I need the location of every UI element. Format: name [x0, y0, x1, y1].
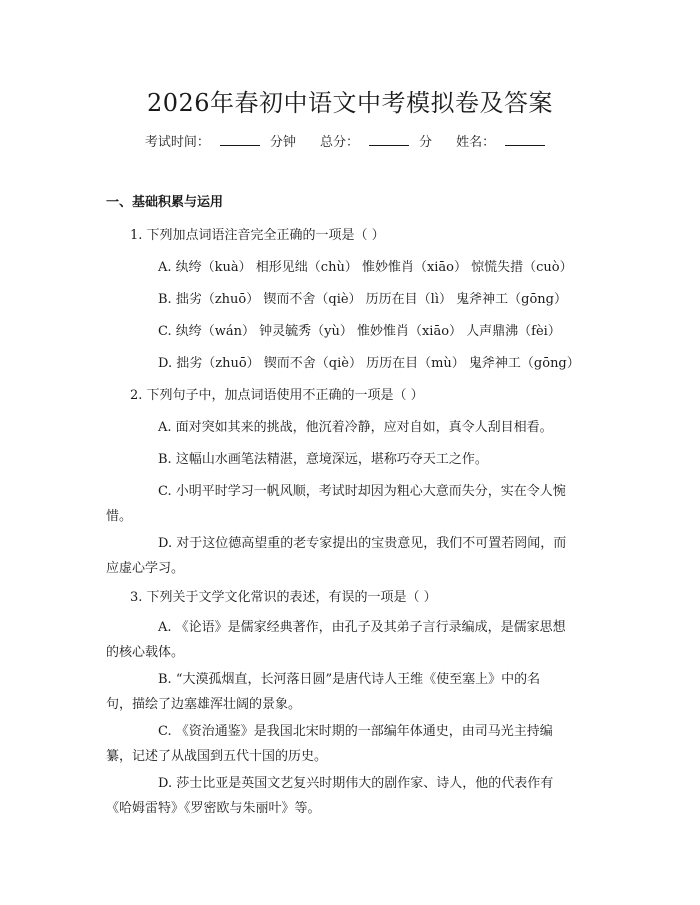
time-label: 考试时间：	[144, 135, 210, 150]
question-3-option-b-line1: B. “大漠孤烟直，长河落日圆”是唐代诗人王维《使至塞上》中的名	[158, 672, 541, 687]
name-field	[456, 135, 555, 150]
question-3-option-c-line1: C. 《资治通鉴》是我国北宋时期的一部编年体通史，由司马光主持编	[158, 724, 553, 739]
question-2-stem: 2. 下列句子中，加点词语使用不正确的一项是（ ）	[130, 388, 424, 403]
question-2-option-d-line2: 应虚心学习。	[106, 561, 185, 576]
question-1-option-c: C. 纨绔（wán） 钟灵毓秀（yù） 惟妙惟肖（xiāo） 人声鼎沸（fèi）	[158, 324, 561, 339]
time-blank[interactable]	[220, 133, 260, 146]
question-2-option-b: B. 这幅山水画笔法精湛，意境深远，堪称巧夺天工之作。	[158, 452, 488, 467]
question-1-option-a: A. 纨绔（kuà） 相形见绌（chù） 惟妙惟肖（xiāo） 惊慌失措（cuò）	[158, 260, 573, 275]
question-3-option-c-line2: 纂，记述了从战国到五代十国的历史。	[106, 749, 328, 764]
question-3-option-d-line2: 《哈姆雷特》《罗密欧与朱丽叶》等。	[106, 801, 321, 816]
score-field	[320, 135, 432, 150]
section-heading: 一、基础积累与运用	[106, 195, 224, 210]
name-blank[interactable]	[505, 133, 545, 146]
question-2-option-a: A. 面对突如其来的挑战，他沉着冷静，应对自如，真令人刮目相看。	[158, 420, 553, 435]
name-label: 姓名：	[456, 135, 496, 150]
time-field	[145, 135, 296, 150]
question-3-option-a-line2: 的核心载体。	[106, 645, 185, 660]
question-2-option-d-line1: D. 对于这位德高望重的老专家提出的宝贵意见，我们不可置若罔闻，而	[158, 536, 567, 551]
score-blank[interactable]	[369, 133, 409, 146]
question-3-stem: 3. 下列关于文学文化常识的表述，有误的一项是（ ）	[130, 590, 437, 605]
time-unit: 分钟	[269, 135, 296, 150]
exam-title: 2026年春初中语文中考模拟卷及答案	[146, 89, 554, 117]
question-3-option-a-line1: A. 《论语》是儒家经典著作，由孔子及其弟子言行录编成，是儒家思想	[158, 620, 566, 635]
question-1-option-d: D. 拙劣（zhuō） 锲而不舍（qiè） 历历在目（mù） 鬼斧神工（gōng）	[158, 356, 580, 371]
score-unit: 分	[419, 135, 433, 150]
score-label: 总分：	[319, 135, 359, 150]
question-3-option-b-line2: 句，描绘了边塞雄浑壮阔的景象。	[106, 697, 302, 712]
question-2-option-c-line1: C. 小明平时学习一帆风顺，考试时却因为粗心大意而失分，实在令人惋	[158, 484, 566, 499]
question-1-option-b: B. 拙劣（zhuō） 锲而不舍（qiè） 历历在目（lì） 鬼斧神工（gōng）	[158, 292, 567, 307]
exam-info-line	[0, 131, 700, 150]
question-3-option-d-line1: D. 莎士比亚是英国文艺复兴时期伟大的剧作家、诗人，他的代表作有	[158, 776, 554, 791]
question-1-stem: 1. 下列加点词语注音完全正确的一项是（ ）	[130, 228, 385, 243]
question-2-option-c-line2: 惜。	[106, 509, 133, 524]
